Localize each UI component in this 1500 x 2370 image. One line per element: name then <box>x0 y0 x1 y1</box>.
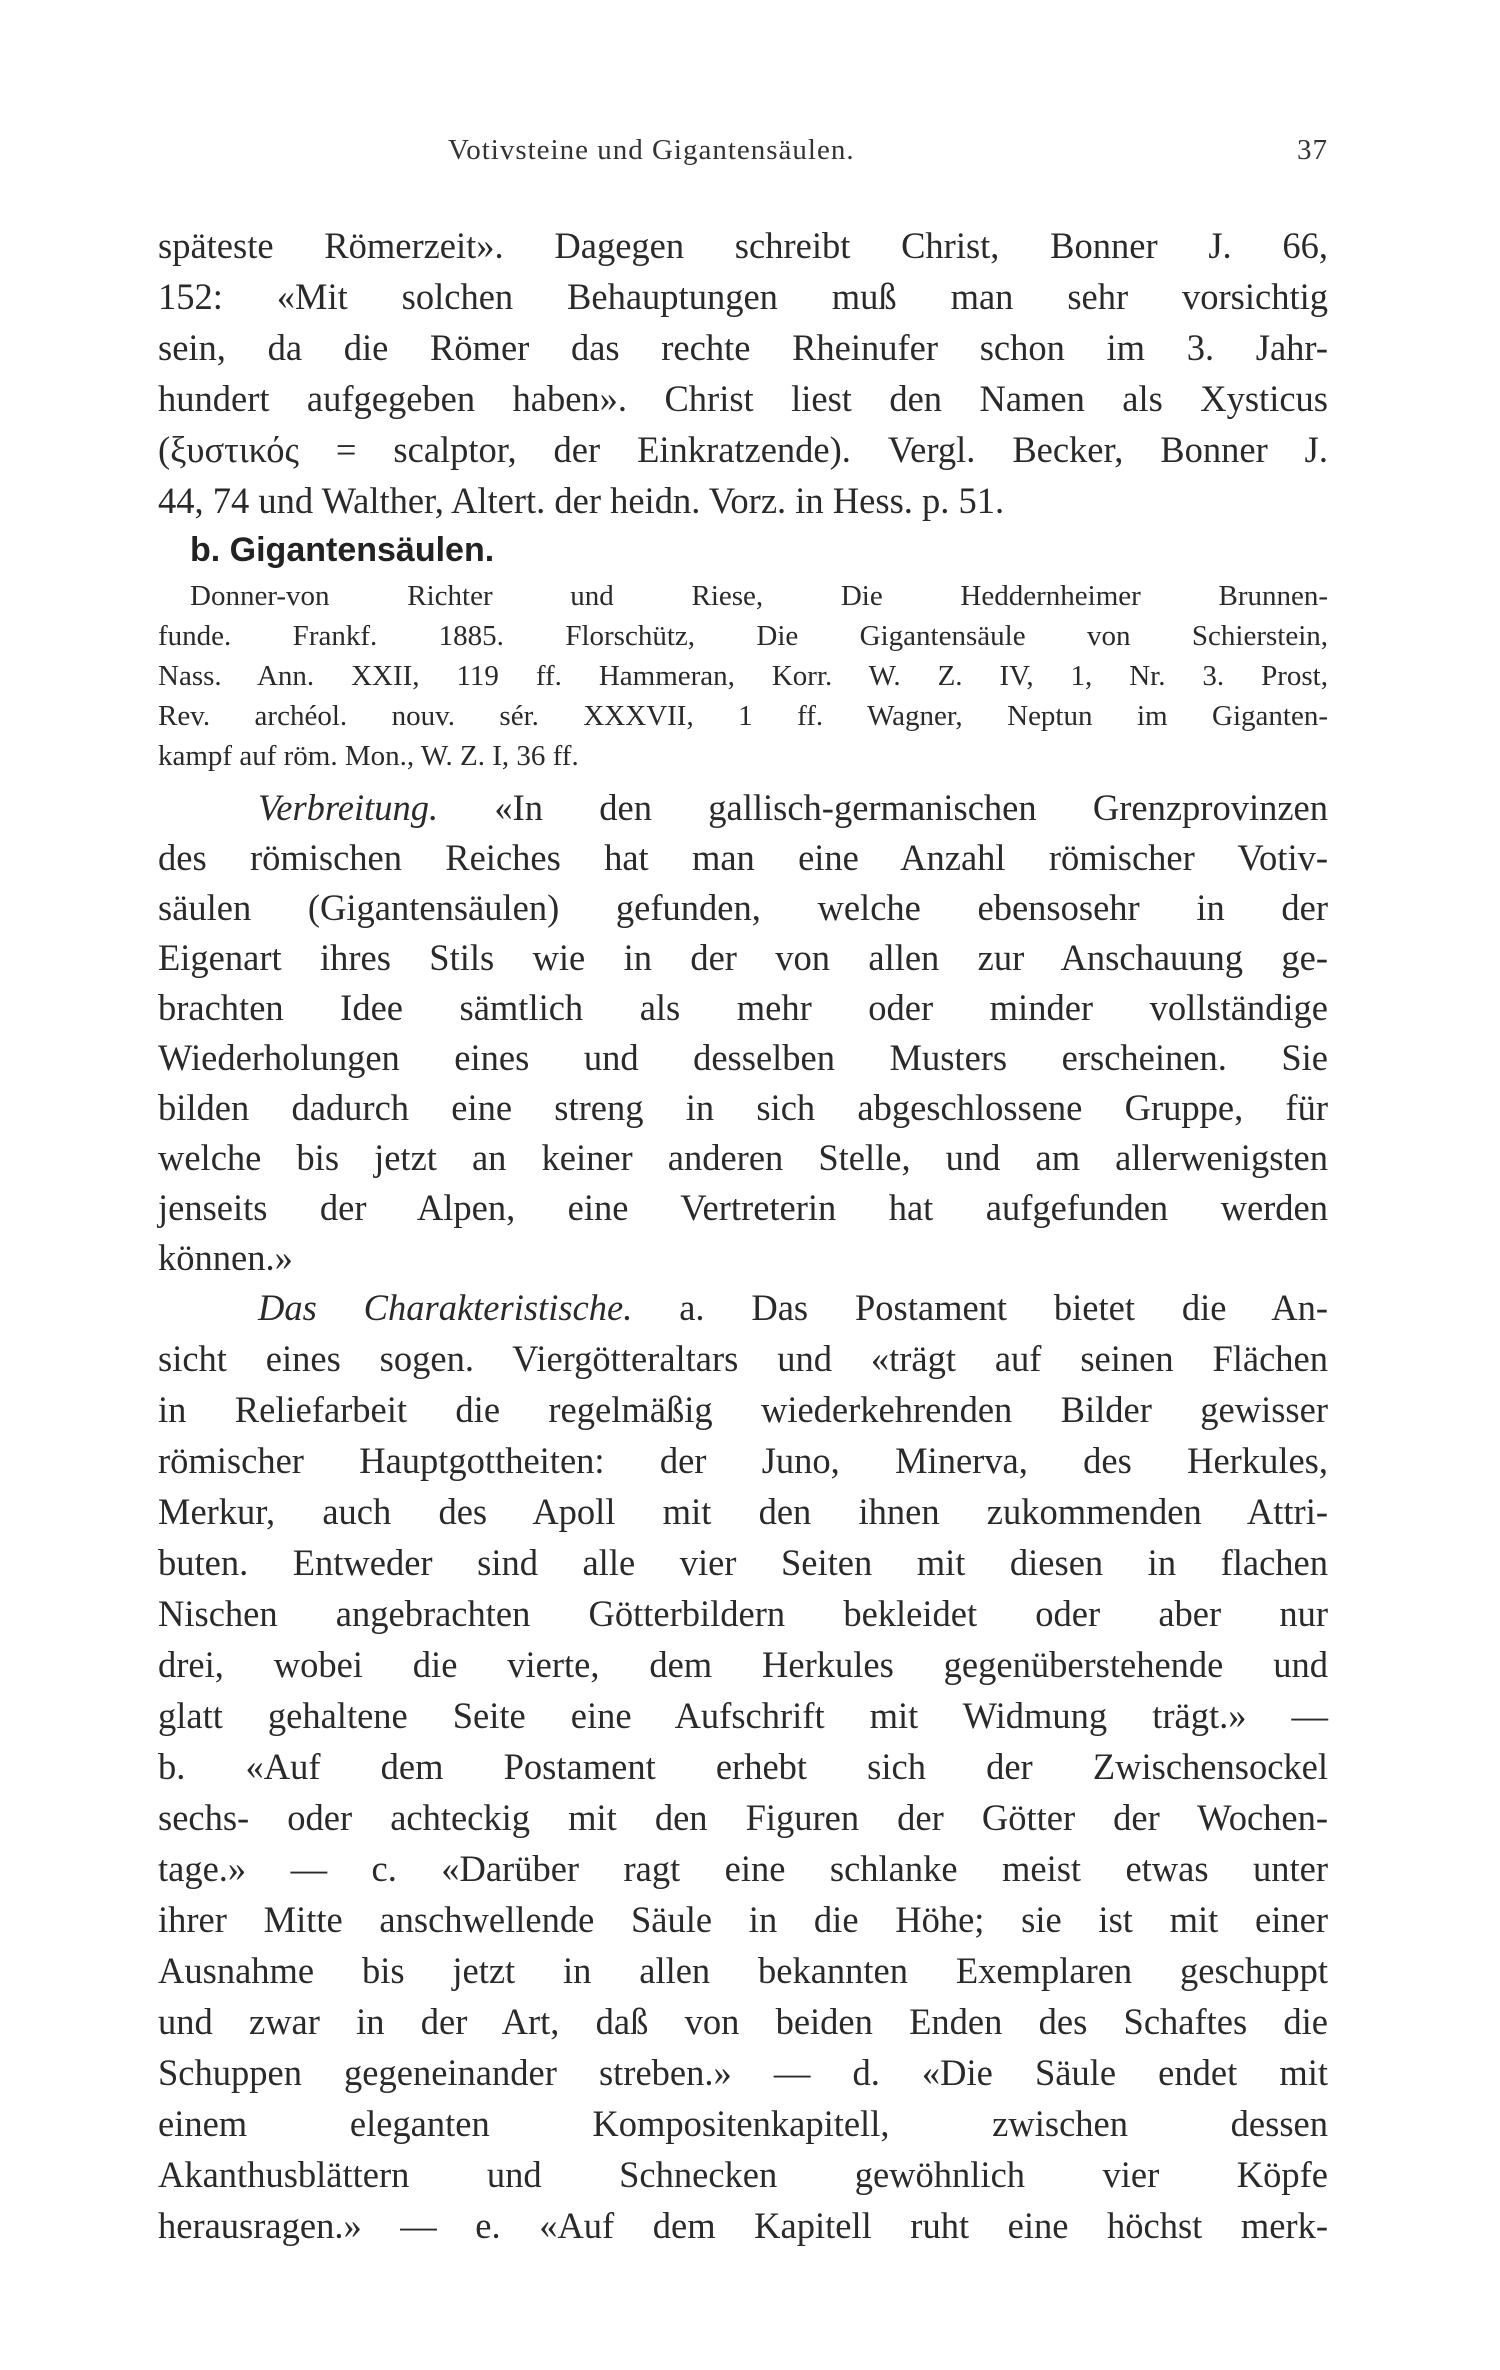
text-line: ihrer Mitte anschwellende Säule in die Höhe; sie ist mit einer <box>158 1899 1328 1940</box>
bibliography-line: kampf auf röm. Mon., W. Z. I, 36 ff. <box>158 740 579 772</box>
text-line: einem eleganten Kompositenkapitell, zwischen dessen <box>158 2103 1328 2144</box>
text-line: brachten Idee sämtlich als mehr oder minder vollständige <box>158 987 1328 1028</box>
section-heading: b. Gigantensäulen. <box>190 531 495 569</box>
running-title: Votivsteine und Gigantensäulen. <box>448 134 855 166</box>
text-line: 152: «Mit solchen Behauptungen muß man sehr vorsichtig <box>158 276 1328 317</box>
text-line: des römischen Reiches hat man eine Anzahl römischer Votiv- <box>158 837 1328 878</box>
text-line: jenseits der Alpen, eine Vertreterin hat aufgefunden werden <box>158 1187 1328 1228</box>
text-line: 44, 74 und Walther, Altert. der heidn. Vorz. in Hess. p. 51. <box>158 480 1005 521</box>
text-line: sechs- oder achteckig mit den Figuren der Götter der Wochen- <box>158 1797 1328 1838</box>
bibliography-line: funde. Frankf. 1885. Florschütz, Die Gigantensäule von Schierstein, <box>158 620 1328 652</box>
text-line: b. «Auf dem Postament erhebt sich der Zwischensockel <box>158 1746 1328 1787</box>
text-line: Wiederholungen eines und desselben Musters erscheinen. Sie <box>158 1037 1328 1078</box>
text-line: römischer Hauptgottheiten: der Juno, Minerva, des Herkules, <box>158 1440 1328 1481</box>
paragraph-first-line <box>258 787 1329 828</box>
verbreitung-label: Verbreitung. <box>258 787 439 828</box>
text-line: sein, da die Römer das rechte Rheinufer schon im 3. Jahr- <box>158 327 1328 368</box>
text-line: sicht eines sogen. Viergötteraltars und «trägt auf seinen Flächen <box>158 1338 1328 1379</box>
text-line: in Reliefarbeit die regelmäßig wiederkehrenden Bilder gewisser <box>158 1389 1328 1430</box>
paragraph-first-line <box>258 1287 1329 1328</box>
text-line: (ξυστικός = scalptor, der Einkratzende). Vergl. Becker, Bonner J. <box>158 429 1328 470</box>
text-line: hundert aufgegeben haben». Christ liest den Namen als Xysticus <box>158 378 1328 419</box>
page-number: 37 <box>1297 134 1328 166</box>
text-line: späteste Römerzeit». Dagegen schreibt Christ, Bonner J. 66, <box>158 225 1328 266</box>
text-line: Eigenart ihres Stils wie in der von allen zur Anschauung ge- <box>158 937 1328 978</box>
text-line: Schuppen gegeneinander streben.» — d. «Die Säule endet mit <box>158 2052 1328 2093</box>
bibliography-line: Rev. archéol. nouv. sér. XXXVII, 1 ff. Wagner, Neptun im Giganten- <box>158 700 1328 732</box>
text-line: herausragen.» — e. «Auf dem Kapitell ruht eine höchst merk- <box>158 2205 1328 2246</box>
text-line: Ausnahme bis jetzt in allen bekannten Exemplaren geschuppt <box>158 1950 1328 1991</box>
text-line: können.» <box>158 1237 293 1278</box>
text-line: drei, wobei die vierte, dem Herkules gegenüberstehende und <box>158 1644 1328 1685</box>
text-line: welche bis jetzt an keiner anderen Stelle, und am allerwenigsten <box>158 1137 1328 1178</box>
running-header <box>158 134 1328 174</box>
text-line: säulen (Gigantensäulen) gefunden, welche ebensosehr in der <box>158 887 1328 928</box>
charakteristische-label: Das Charakteristische. <box>258 1287 633 1328</box>
text-line: Akanthusblättern und Schnecken gewöhnlich vier Köpfe <box>158 2154 1328 2195</box>
text-line: Nischen angebrachten Götterbildern bekleidet oder aber nur <box>158 1593 1328 1634</box>
charakteristische-first-text: a. Das Postament bietet die An- <box>679 1287 1329 1328</box>
bibliography-line: Donner-von Richter und Riese, Die Heddernheimer Brunnen- <box>190 580 1328 612</box>
text-line: glatt gehaltene Seite eine Aufschrift mit Widmung trägt.» — <box>158 1695 1328 1736</box>
text-line: bilden dadurch eine streng in sich abgeschlossene Gruppe, für <box>158 1087 1328 1128</box>
text-line: und zwar in der Art, daß von beiden Enden des Schaftes die <box>158 2001 1328 2042</box>
text-line: Merkur, auch des Apoll mit den ihnen zukommenden Attri- <box>158 1491 1328 1532</box>
verbreitung-first-text: «In den gallisch-germanischen Grenzprovinzen <box>494 787 1329 828</box>
text-line: buten. Entweder sind alle vier Seiten mit diesen in flachen <box>158 1542 1328 1583</box>
bibliography-line: Nass. Ann. XXII, 119 ff. Hammeran, Korr. W. Z. IV, 1, Nr. 3. Prost, <box>158 660 1328 692</box>
text-line: tage.» — c. «Darüber ragt eine schlanke meist etwas unter <box>158 1848 1328 1889</box>
